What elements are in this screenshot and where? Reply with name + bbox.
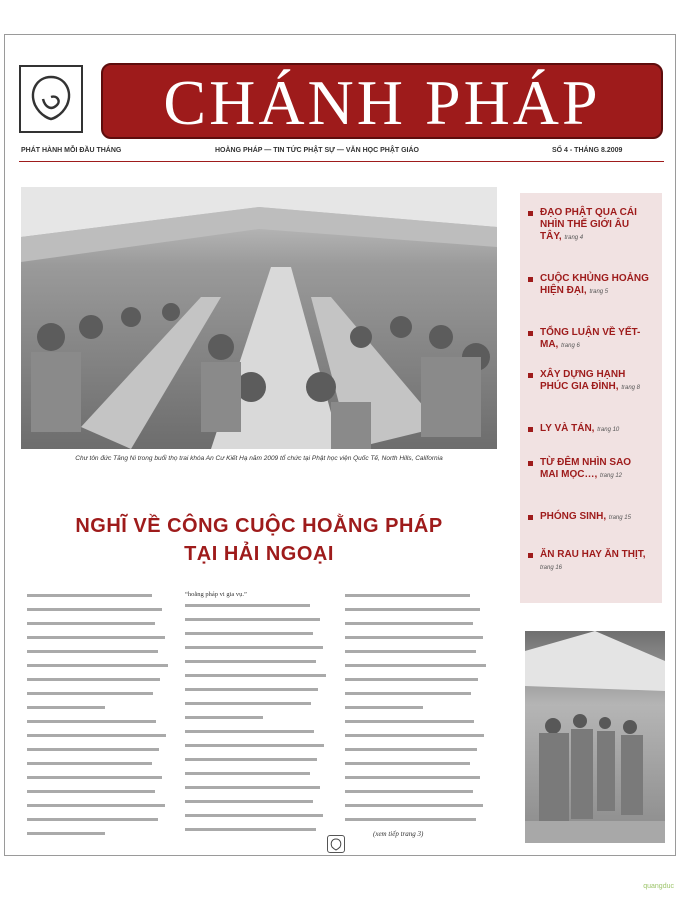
photo-caption: Chư tôn đức Tăng Ni trong buổi thọ trai khóa An Cư Kiết Hạ năm 2009 tổ chức tại Phật học viện Quốc Tế, North Hills, California (75, 455, 443, 462)
text-line (345, 706, 487, 716)
text-line (27, 790, 169, 800)
text-line (345, 692, 487, 702)
text-line (27, 818, 169, 828)
text-lines (27, 594, 169, 840)
main-photo (21, 187, 497, 449)
text-line (185, 800, 327, 810)
text-line (345, 650, 487, 660)
text-line (345, 818, 487, 825)
text-line (185, 660, 327, 670)
text-line (185, 772, 327, 782)
bullet-icon (528, 461, 533, 466)
text-line (185, 814, 327, 824)
text-line (27, 608, 169, 618)
toc-item[interactable]: PHÓNG SINH, trang 15 (540, 511, 652, 524)
side-photo (525, 631, 665, 843)
text-line (185, 632, 327, 642)
text-line (345, 748, 487, 758)
masthead-banner (101, 63, 663, 139)
text-line (345, 622, 487, 632)
masthead-subline (19, 145, 664, 159)
column-quote: “hoằng pháp vi gia vụ.” (185, 591, 247, 598)
text-line (27, 678, 169, 688)
toc-item[interactable]: XÂY DỰNG HẠNH PHÚC GIA ĐÌNH, trang 8 (540, 369, 652, 394)
bullet-icon (528, 553, 533, 558)
table-of-contents (520, 193, 662, 603)
text-line (27, 622, 169, 632)
text-line (27, 748, 169, 758)
text-line (27, 636, 169, 646)
text-line (345, 678, 487, 688)
bullet-icon (528, 277, 533, 282)
continued-note: (xem tiếp trang 3) (373, 830, 424, 838)
text-line (27, 706, 169, 716)
toc-item[interactable]: ĂN RAU HAY ĂN THỊT, trang 16 (540, 549, 652, 574)
text-line (185, 758, 327, 768)
toc-item[interactable]: ĐẠO PHẬT QUA CÁI NHÌN THẾ GIỚI ÂU TÂY, trang 4 (540, 207, 652, 244)
bullet-icon (528, 373, 533, 378)
text-line (345, 804, 487, 814)
text-line (185, 702, 327, 712)
footer-logo-mark (327, 835, 345, 853)
text-line (345, 734, 487, 744)
masthead-rule (19, 161, 664, 162)
text-line (27, 734, 169, 744)
article-column-1 (27, 590, 169, 840)
text-line (27, 804, 169, 814)
text-line (27, 650, 169, 660)
bodhi-leaf-icon (21, 67, 81, 131)
logo (19, 65, 83, 133)
newsletter-page (4, 34, 676, 856)
text-line (185, 744, 327, 754)
text-line (27, 762, 169, 772)
toc-item[interactable]: CUỘC KHỦNG HOẢNG HIỆN ĐẠI, trang 5 (540, 273, 652, 298)
bodhi-leaf-icon (328, 836, 344, 852)
article-column-2 (185, 590, 327, 840)
publish-note: PHÁT HÀNH MỖI ĐẦU THÁNG (21, 147, 122, 154)
bullet-icon (528, 331, 533, 336)
text-line (345, 594, 487, 604)
newsletter-title: CHÁNH PHÁP (163, 67, 601, 138)
section-list: HOẰNG PHÁP — TIN TỨC PHẬT SỰ — VĂN HỌC PHẬT GIÁO (215, 147, 419, 154)
text-lines (345, 594, 487, 825)
text-line (27, 832, 169, 840)
text-line (185, 786, 327, 796)
text-line (345, 720, 487, 730)
text-line (27, 720, 169, 730)
text-line (185, 688, 327, 698)
article-headline-line1: NGHĨ VỀ CÔNG CUỘC HOẰNG PHÁP (75, 515, 443, 537)
issue-number: SỐ 4 - THÁNG 8.2009 (552, 147, 623, 154)
text-line (345, 608, 487, 618)
article-column-3 (345, 590, 487, 825)
text-line (27, 692, 169, 702)
text-line (345, 762, 487, 772)
text-line (345, 776, 487, 786)
text-line (345, 664, 487, 674)
text-line (345, 790, 487, 800)
text-line (27, 664, 169, 674)
toc-item[interactable]: TỪ ĐÊM NHÌN SAO MAI MỌC…, trang 12 (540, 457, 652, 482)
text-line (27, 776, 169, 786)
bullet-icon (528, 515, 533, 520)
text-line (185, 618, 327, 628)
text-lines (185, 604, 327, 840)
text-line (185, 716, 327, 726)
toc-item[interactable]: LY VÀ TÁN, trang 10 (540, 423, 652, 436)
text-line (185, 674, 327, 684)
text-line (185, 604, 327, 614)
text-line (27, 594, 169, 604)
text-line (345, 636, 487, 646)
text-line (185, 828, 327, 838)
text-line (185, 646, 327, 656)
article-headline-line2: TẠI HẢI NGOẠI (184, 543, 334, 565)
toc-item[interactable]: TỔNG LUẬN VỀ YẾT-MA, trang 6 (540, 327, 652, 352)
text-line (185, 730, 327, 740)
bullet-icon (528, 427, 533, 432)
watermark: quangduc (643, 883, 674, 890)
bullet-icon (528, 211, 533, 216)
